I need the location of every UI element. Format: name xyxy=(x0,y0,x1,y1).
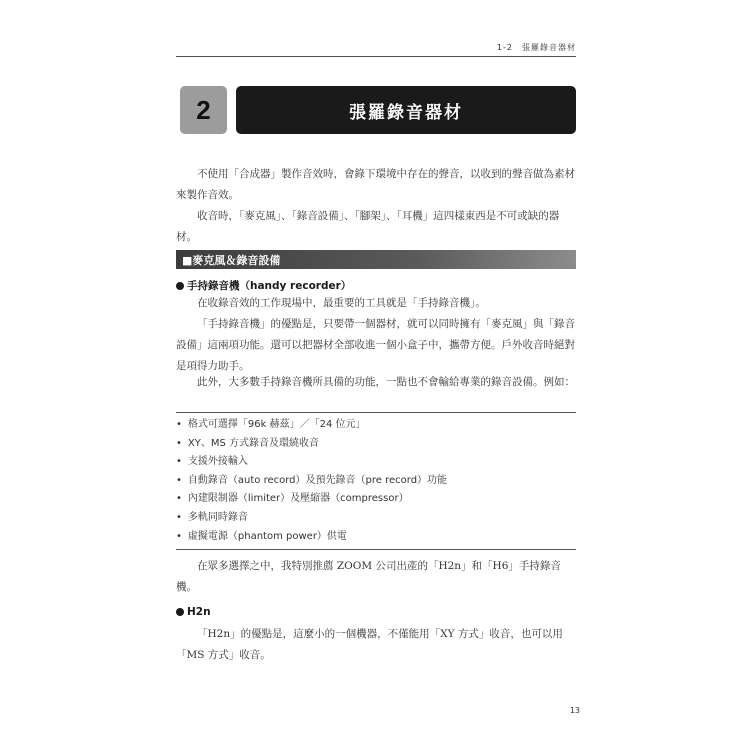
handy-recorder-heading xyxy=(176,278,576,293)
handy-recorder-paragraph-2: 「手持錄音機」的優點是，只要帶一個器材，就可以同時擁有「麥克風」與「錄音設備」這兩項功能。還可以把器材全部收進一個小盒子中，攜帶方便。戶外收音時絕對是項得力助手。 xyxy=(176,318,575,372)
page-number: 13 xyxy=(569,706,580,715)
list-item: • 多軌同時錄音 xyxy=(176,509,576,528)
chapter-title: 張羅錄音器材 xyxy=(236,86,576,134)
handy-recorder-heading-text: 手持錄音機（handy recorder） xyxy=(187,280,352,292)
intro-paragraph-1: 不使用「合成器」製作音效時，會錄下環境中存在的聲音，以收到的聲音做為素材來製作音效。 xyxy=(176,168,575,201)
handy-recorder-paragraph-1: 在收錄音效的工作現場中，最重要的工具就是「手持錄音機」。 xyxy=(197,297,486,309)
header-rule xyxy=(176,56,576,57)
intro-paragraph-2: 收音時，「麥克風」、「錄音設備」、「腳架」、「耳機」這四樣東西是不可或缺的器材。 xyxy=(176,210,560,243)
h2n-paragraph-1: 「H2n」的優點是，這麼小的一個機器，不僅能用「XY 方式」收音，也可以用「MS 方式」收音。 xyxy=(176,628,563,661)
list-item: • 虛擬電源（phantom power）供電 xyxy=(176,528,576,547)
list-item: • 內建限制器（limiter）及壓縮器（compressor） xyxy=(176,490,576,509)
list-bottom-rule xyxy=(176,549,576,550)
handy-recorder-paragraph-3: 此外，大多數手持錄音機所具備的功能，一點也不會輸給專業的錄音設備。例如： xyxy=(197,376,575,388)
h2n-heading-text: H2n xyxy=(187,606,211,618)
h2n-heading xyxy=(176,606,576,618)
bullet-dot-icon xyxy=(176,608,184,616)
section-heading-bar xyxy=(176,250,576,269)
running-head: 1-2 張羅錄音器材 xyxy=(496,43,576,52)
list-item: • XY、MS 方式錄音及環繞收音 xyxy=(176,435,576,454)
section-heading: ■麥克風＆錄音設備 xyxy=(182,253,281,267)
list-item: • 支援外接輸入 xyxy=(176,453,576,472)
feature-list xyxy=(176,416,576,546)
list-item: • 自動錄音（auto record）及預先錄音（pre record）功能 xyxy=(176,472,576,491)
list-top-rule xyxy=(176,412,576,413)
list-item: • 格式可選擇「96k 赫茲」／「24 位元」 xyxy=(176,416,576,435)
chapter-number-badge: 2 xyxy=(180,86,227,134)
recommend-paragraph: 在眾多選擇之中，我特別推薦 ZOOM 公司出產的「H2n」和「H6」手持錄音機。 xyxy=(176,560,561,593)
bullet-dot-icon xyxy=(176,282,184,290)
